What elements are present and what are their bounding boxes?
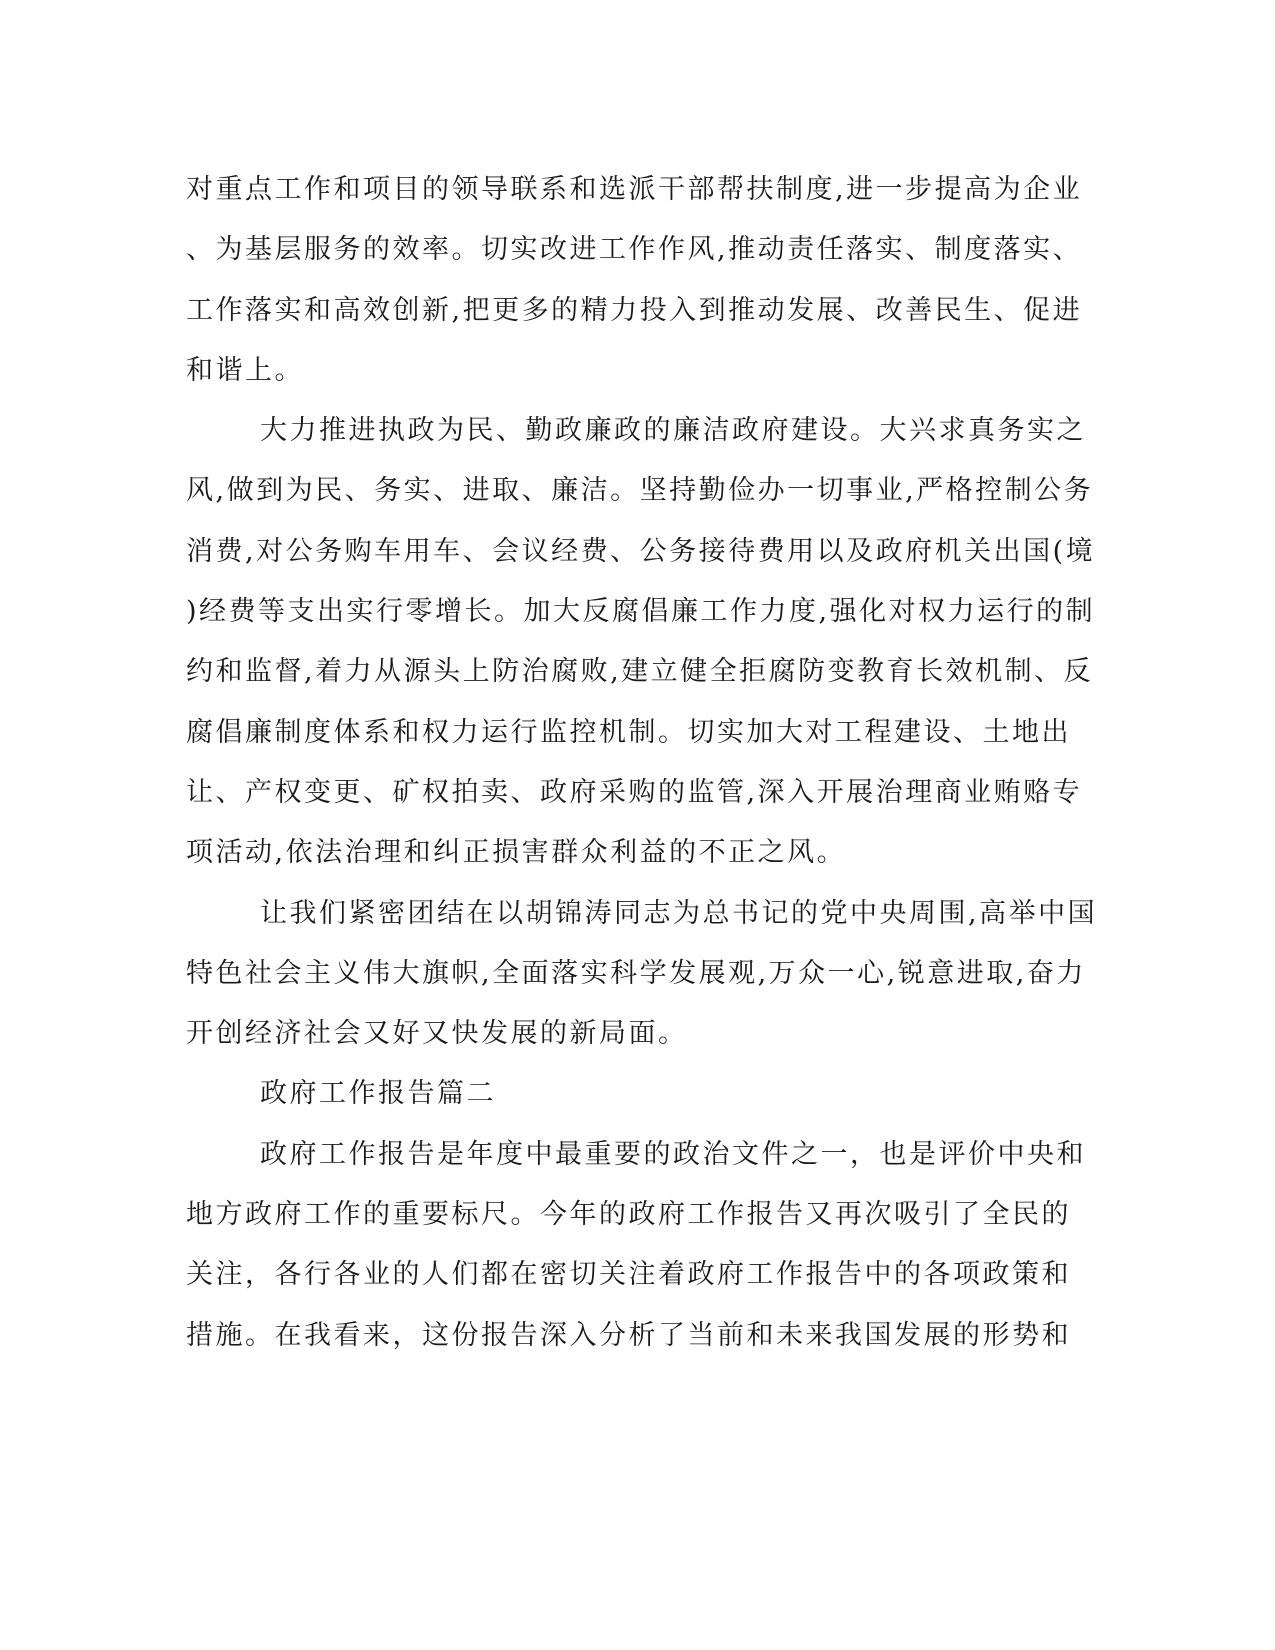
text-line: 项活动,依法治理和纠正损害群众利益的不正之风。	[186, 837, 847, 869]
text-line: 约和监督,着力从源头上防治腐败,建立健全拒腐防变教育长效机制、反	[186, 656, 1094, 688]
text-line: 开创经济社会又好又快发展的新局面。	[186, 1018, 688, 1050]
paragraph-clean-government	[186, 401, 1096, 883]
text-line: 政府工作报告是年度中最重要的政治文件之一，也是评价中央和	[260, 1138, 1086, 1170]
text-line: 消费,对公务购车用车、会议经费、公务接待费用以及政府机关出国(境	[186, 535, 1096, 567]
text-line: 和谐上。	[186, 354, 304, 386]
text-line: 特色社会主义伟大旗帜,全面落实科学发展观,万众一心,锐意进取,奋力	[186, 957, 1086, 989]
text-line: 地方政府工作的重要标尺。今年的政府工作报告又再次吸引了全民的	[186, 1199, 1071, 1231]
text-line: 让我们紧密团结在以胡锦涛同志为总书记的党中央周围,高举中国	[260, 897, 1098, 929]
paragraph-report-intro	[186, 1125, 1086, 1366]
text-line: 、为基层服务的效率。切实改进工作作风,推动责任落实、制度落实、	[186, 234, 1083, 266]
section-heading	[186, 1064, 1066, 1124]
text-line: )经费等支出实行零增长。加大反腐倡廉工作力度,强化对权力运行的制	[186, 596, 1096, 628]
text-line: 工作落实和高效创新,把更多的精力投入到推动发展、改善民生、促进	[186, 294, 1083, 326]
text-line: 腐倡廉制度体系和权力运行监控机制。切实加大对工程建设、土地出	[186, 716, 1071, 748]
paragraph-closing-call	[186, 884, 1098, 1065]
text-line: 大力推进执政为民、勤政廉政的廉洁政府建设。大兴求真务实之	[260, 415, 1086, 447]
text-line: 关注，各行各业的人们都在密切关注着政府工作报告中的各项政策和	[186, 1259, 1071, 1291]
text-line: 对重点工作和项目的领导联系和选派干部帮扶制度,进一步提高为企业	[186, 174, 1083, 205]
text-line: 措施。在我看来，这份报告深入分析了当前和未来我国发展的形势和	[186, 1319, 1071, 1351]
body-text	[186, 160, 1098, 1366]
text-line: 让、产权变更、矿权拍卖、政府采购的监管,深入开展治理商业贿赂专	[186, 776, 1083, 808]
heading-line: 政府工作报告篇二	[260, 1078, 496, 1110]
paragraph-leadership-system	[186, 160, 1083, 401]
text-line: 风,做到为民、务实、进取、廉洁。坚持勤俭办一切事业,严格控制公务	[186, 475, 1094, 507]
